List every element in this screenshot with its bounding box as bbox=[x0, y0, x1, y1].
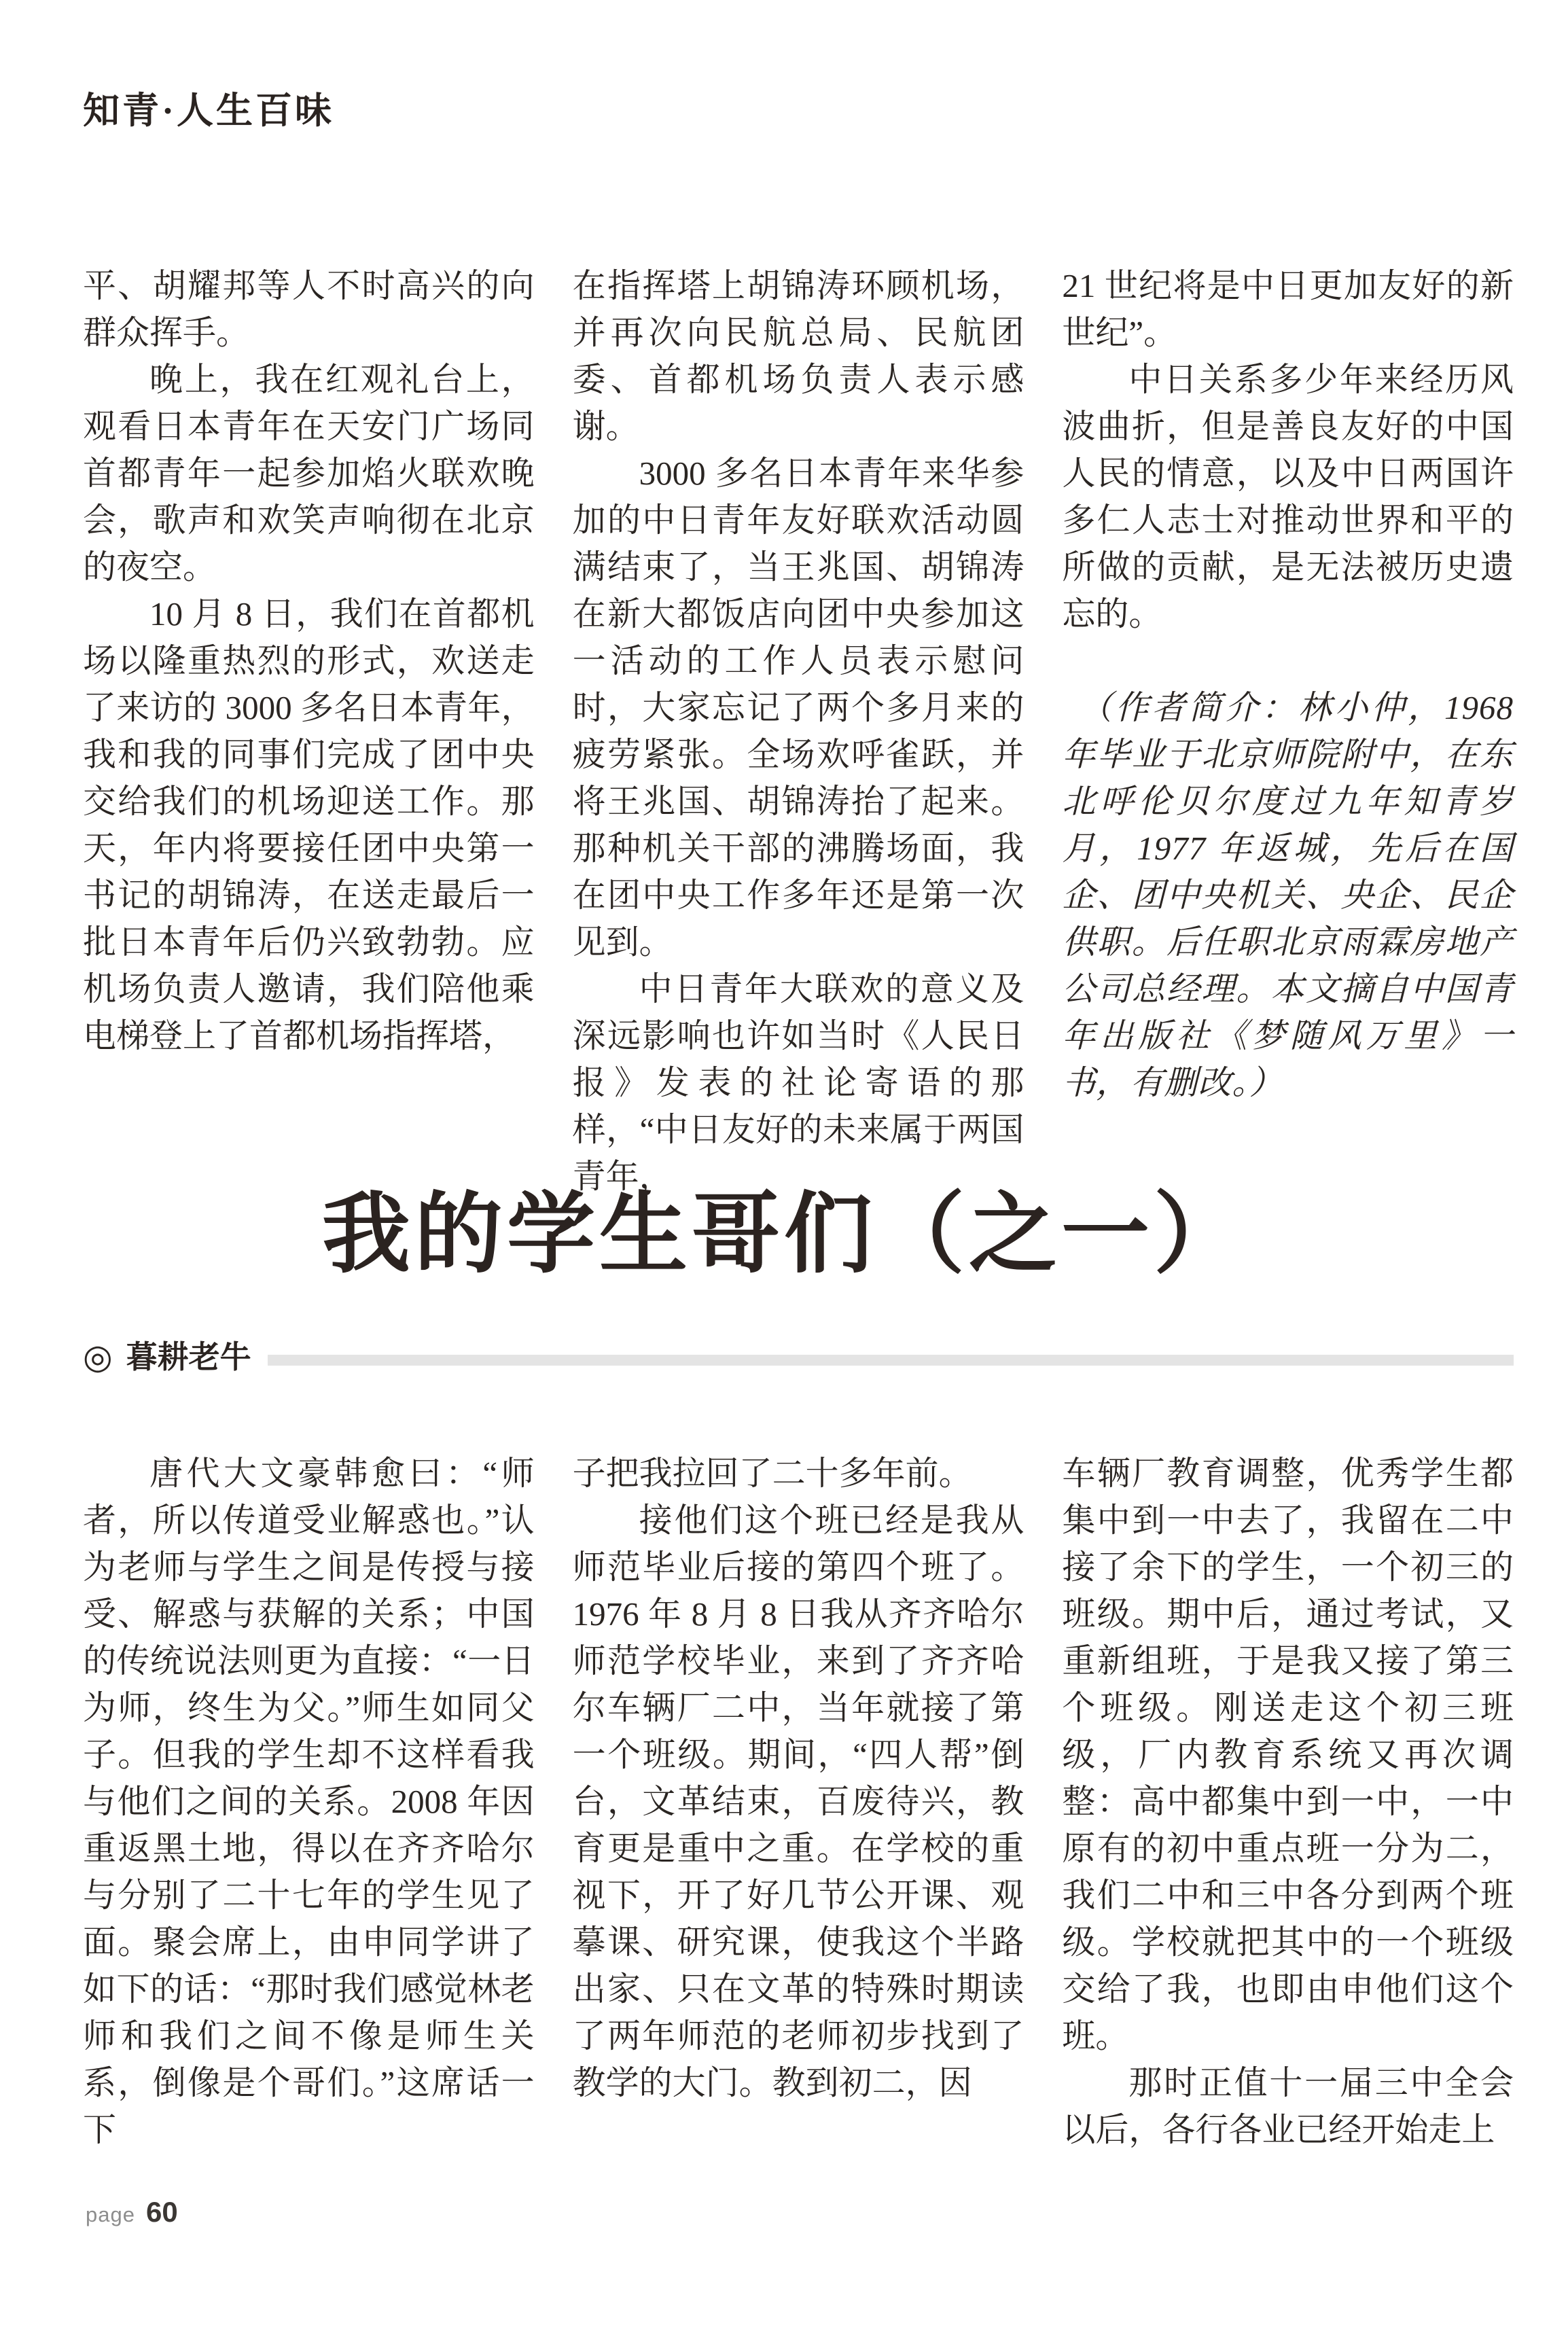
article2-column-1 bbox=[83, 1450, 535, 2163]
paragraph: 那时正值十一届三中全会以后，各行各业已经开始走上 bbox=[1062, 2064, 1514, 2148]
article1-column-1 bbox=[83, 262, 535, 1166]
author-name: 暮耕老牛 bbox=[126, 1339, 251, 1374]
paragraph: 21 世纪将是中日更加友好的新世纪”。 bbox=[1062, 267, 1514, 351]
paragraph: 中日青年大联欢的意义及深远影响也许如当时《人民日报》发表的社论寄语的那样，“中日友好的未来属于两国青年， bbox=[572, 970, 1024, 1195]
article2-column-3 bbox=[1062, 1450, 1514, 2163]
paragraph: 唐代大文豪韩愈曰：“师者，所以传道受业解惑也。”认为老师与学生之间是传授与接受、解惑与获解的关系；中国的传统说法则更为直接：“一日为师，终生为父。”师生如同父子。但我的学生却不这样看我与他们之间的关系。2008 年因重返黑土地，得以在齐齐哈尔与分别了二十七年的学生见了面。聚会席上，由申同学讲了如下的话：“那时我们感觉林老师和我们之间不像是师生关系，倒像是个哥们。”这席话一下 bbox=[83, 1455, 535, 2148]
article2-column-2 bbox=[573, 1450, 1024, 2163]
page-footer bbox=[86, 2196, 178, 2228]
magazine-section-header: 知青·人生百味 bbox=[83, 90, 335, 131]
paragraph: 10 月 8 日，我们在首都机场以隆重热烈的形式，欢送走了来访的 3000 多名日本青年，我和我的同事们完成了团中央交给我们的机场迎送工作。那天，年内将要接任团中央第一书记的胡锦涛，在送走最后一批日本青年后仍兴致勃勃。应机场负责人邀请，我们陪他乘电梯登上了首都机场指挥塔， bbox=[83, 595, 535, 1054]
article2-title: 我的学生哥们（之一） bbox=[321, 1184, 1246, 1283]
article1-column-3 bbox=[1062, 262, 1514, 1166]
paragraph: 子把我拉回了二十多年前。 bbox=[572, 1455, 972, 1492]
paragraph: 中日关系多少年来经历风波曲折，但是善良友好的中国人民的情意，以及中日两国许多仁人志士对推动世界和平的所做的贡献，是无法被历史遗忘的。 bbox=[1062, 361, 1514, 633]
page-number: 60 bbox=[145, 2196, 178, 2228]
byline bbox=[83, 1340, 1514, 1374]
paragraph-spacer bbox=[1062, 637, 1514, 684]
author-bio-paragraph: （作者简介：林小仲，1968 年毕业于北京师院附中，在东北呼伦贝尔度过九年知青岁月，1977 年返城，先后在国企、团中央机关、央企、民企供职。后任职北京雨霖房地产公司总经理。本文摘自中国青年出版社《梦随风万里》一书，有删改。） bbox=[1062, 689, 1514, 1101]
paragraph: 晚上，我在红观礼台上，观看日本青年在天安门广场同首都青年一起参加焰火联欢晚会，歌声和欢笑声响彻在北京的夜空。 bbox=[83, 361, 535, 586]
article1-column-2 bbox=[572, 262, 1024, 1195]
page-footer-label: page bbox=[86, 2203, 135, 2226]
paragraph: 平、胡耀邦等人不时高兴的向群众挥手。 bbox=[83, 267, 535, 351]
byline-rule bbox=[268, 1355, 1514, 1366]
paragraph: 接他们这个班已经是我从师范毕业后接的第四个班了。1976 年 8 月 8 日我从齐齐哈尔师范学校毕业，来到了齐齐哈尔车辆厂二中，当年就接了第一个班级。期间，“四人帮”倒台，文革结束，百废待兴，教育更是重中之重。在学校的重视下，开了好几节公开课、观摹课、研究课，使我这个半路出家、只在文革的特殊时期读了两年师范的老师初步找到了教学的大门。教到初二，因 bbox=[572, 1502, 1024, 2101]
article2-body bbox=[83, 1450, 1514, 2163]
paragraph: 在指挥塔上胡锦涛环顾机场，并再次向民航总局、民航团委、首都机场负责人表示感谢。 bbox=[572, 267, 1024, 445]
author-marker-icon: ◎ bbox=[83, 1338, 113, 1376]
paragraph: 3000 多名日本青年来华参加的中日青年友好联欢活动圆满结束了，当王兆国、胡锦涛在新大都饭店向团中央参加这一活动的工作人员表示慰问时，大家忘记了两个多月来的疲劳紧张。全场欢呼雀跃，并将王兆国、胡锦涛抬了起来。那种机关干部的沸腾场面，我在团中央工作多年还是第一次见到。 bbox=[572, 455, 1024, 961]
paragraph: 车辆厂教育调整，优秀学生都集中到一中去了，我留在二中接了余下的学生，一个初三的班级。期中后，通过考试，又重新组班，于是我又接了第三个班级。刚送走这个初三班级，厂内教育系统又再次调整：高中都集中到一中，一中原有的初中重点班一分为二，我们二中和三中各分到两个班级。学校就把其中的一个班级交给了我，也即由申他们这个班。 bbox=[1062, 1455, 1514, 2055]
article1-body bbox=[83, 262, 1514, 1195]
